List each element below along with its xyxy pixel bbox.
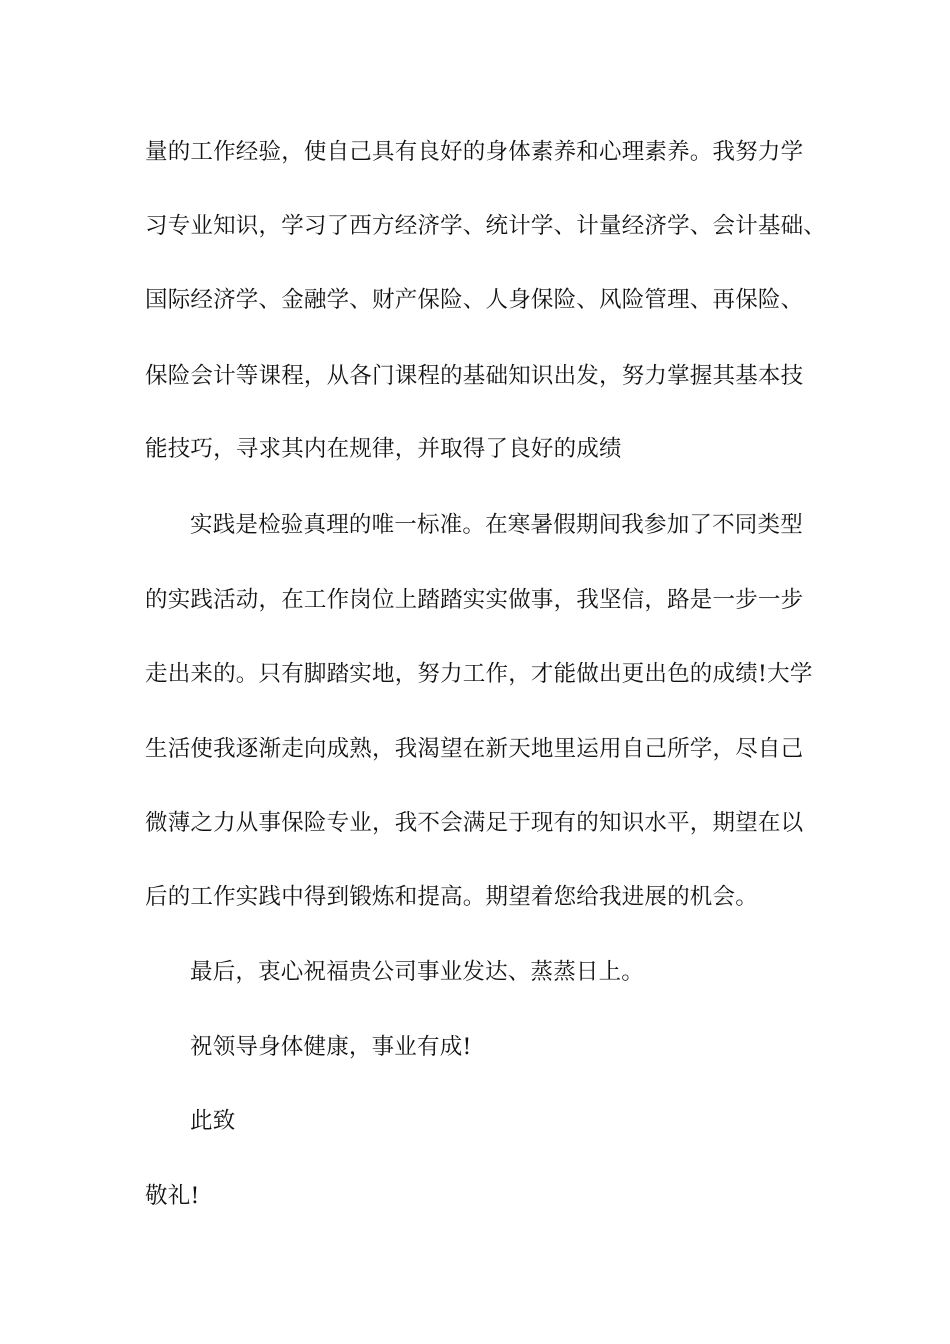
salutation-line: 敬礼! [145,1183,200,1209]
paragraph-line: 习专业知识，学习了西方经济学、统计学、计量经济学、会计基础、 [145,213,827,239]
paragraph-line: 实践是检验真理的唯一标准。在寒暑假期间我参加了不同类型 [190,512,803,538]
paragraph-line: 生活使我逐渐走向成熟，我渴望在新天地里运用自己所学，尽自己 [145,736,804,762]
paragraph-line: 后的工作实践中得到锻炼和提高。期望着您给我进展的机会。 [145,884,758,910]
salutation-line: 此致 [190,1108,236,1134]
paragraph-line: 微薄之力从事保险专业，我不会满足于现有的知识水平，期望在以 [145,810,804,836]
paragraph-line: 国际经济学、金融学、财产保险、人身保险、风险管理、再保险、 [145,287,804,313]
paragraph-line: 量的工作经验，使自己具有良好的身体素养和心理素养。我努力学 [145,139,804,165]
paragraph-line: 的实践活动，在工作岗位上踏踏实实做事，我坚信，路是一步一步 [145,587,804,613]
paragraph-line: 走出来的。只有脚踏实地，努力工作，才能做出更出色的成绩!大学 [145,661,813,687]
closing-line: 祝领导身体健康，事业有成! [190,1034,472,1060]
closing-line: 最后，衷心祝福贵公司事业发达、蒸蒸日上。 [190,959,645,985]
paragraph-line: 保险会计等课程，从各门课程的基础知识出发，努力掌握其基本技 [145,363,804,389]
paragraph-line: 能技巧，寻求其内在规律，并取得了良好的成绩 [145,436,622,462]
